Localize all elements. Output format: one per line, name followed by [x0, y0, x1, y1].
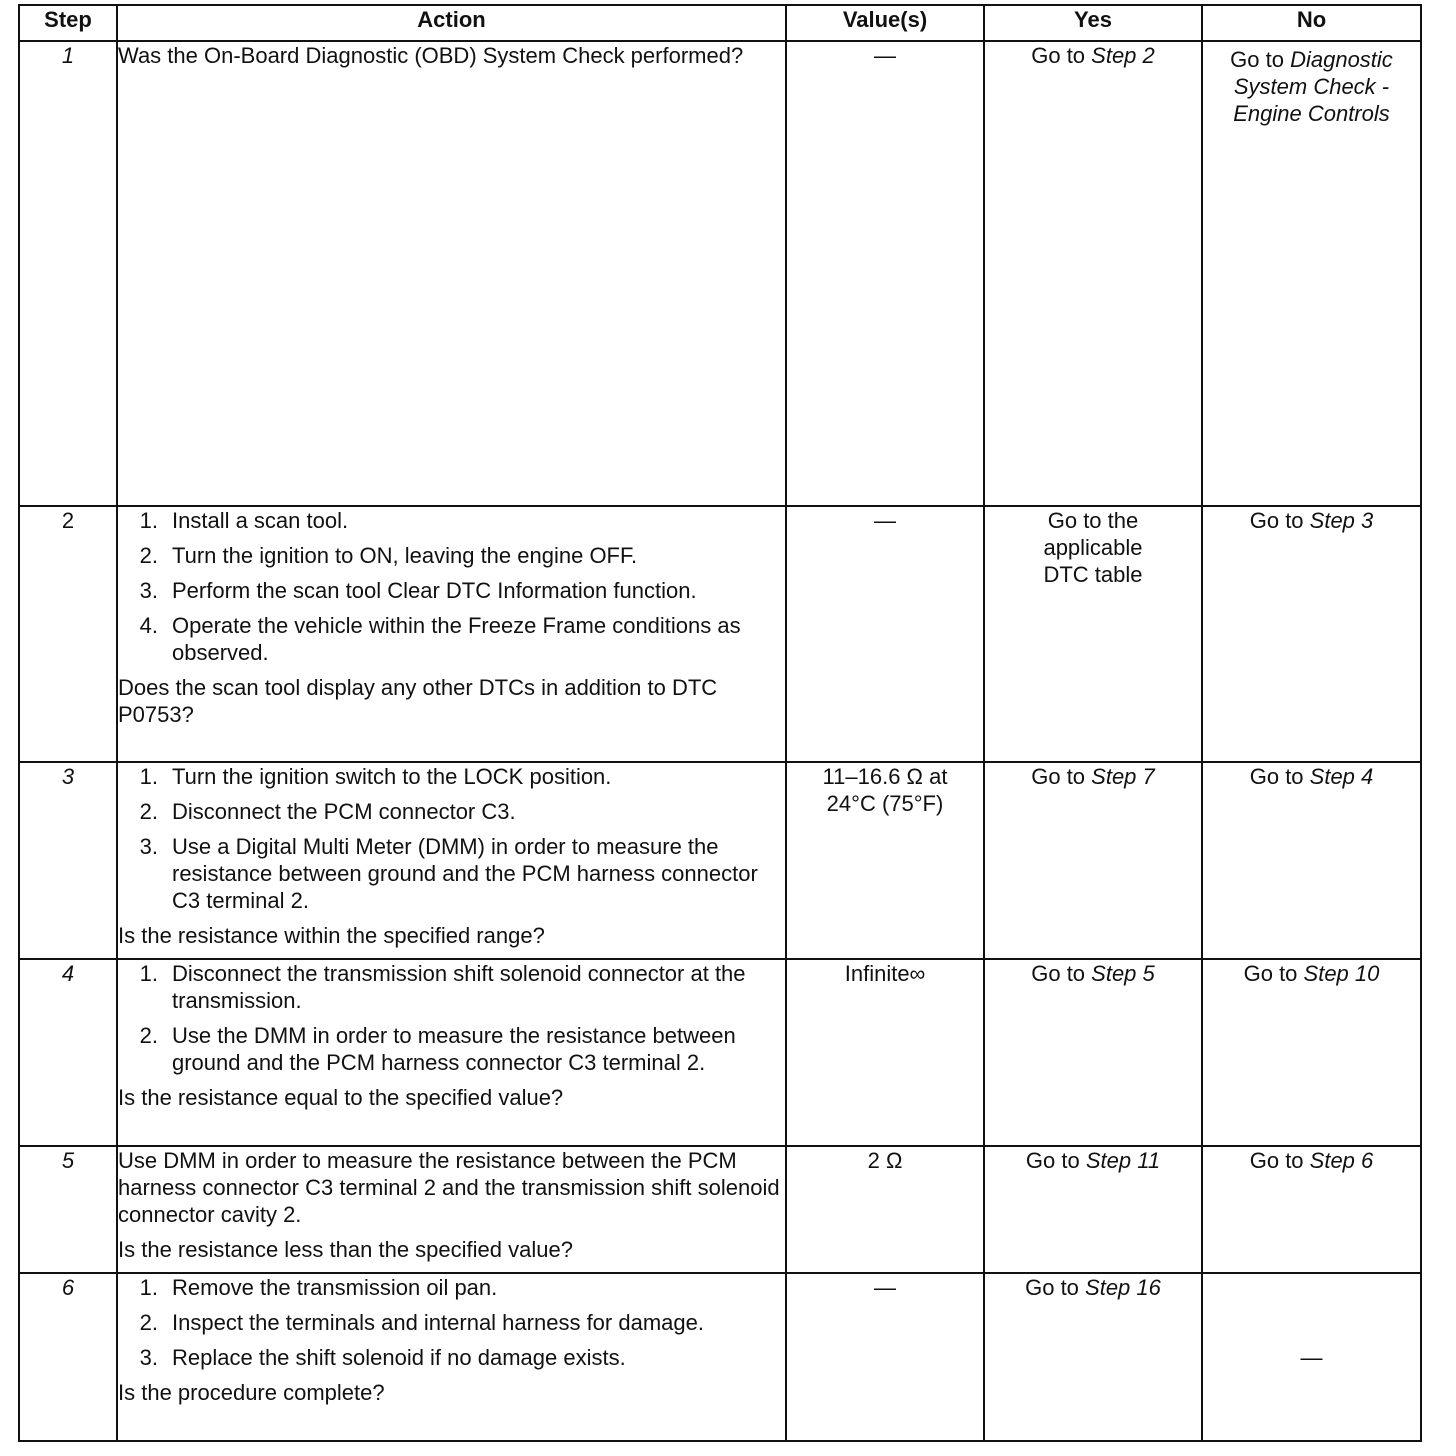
no-target: Step 4 [1309, 764, 1374, 789]
action-cell [117, 959, 786, 1146]
list-item: 1. Remove the transmission oil pan. [139, 1275, 498, 1300]
value-cell: Infinite∞ [786, 959, 984, 1146]
no-cell: — [1202, 1273, 1421, 1441]
table-row [19, 1273, 1421, 1441]
value-cell: 11–16.6 Ω at 24°C (75°F) [786, 762, 984, 959]
yes-cell [984, 1146, 1202, 1273]
value-cell: 2 Ω [786, 1146, 984, 1273]
yes-text: Go to the applicable DTC table [1043, 508, 1143, 587]
no-cell [1202, 1146, 1421, 1273]
yes-prefix: Go to [1031, 764, 1092, 789]
yes-cell [984, 959, 1202, 1146]
yes-prefix: Go to [1031, 43, 1092, 68]
yes-cell [984, 1273, 1202, 1441]
action-cell [117, 762, 786, 959]
value-cell: — [786, 1273, 984, 1441]
header-action: Action [117, 5, 786, 41]
diagnostic-table [18, 4, 1422, 1442]
step-number: 2 [19, 506, 117, 762]
no-cell [1202, 41, 1421, 506]
action-text: Use DMM in order to measure the resistance between the PCM harness connector C3 terminal 2 and the transmission shift solenoid connector cavity 2. [118, 1148, 780, 1227]
yes-target: Step 2 [1091, 43, 1155, 68]
step-number: 3 [19, 762, 117, 959]
no-target: Step 10 [1303, 961, 1380, 986]
no-prefix: Go to [1249, 508, 1310, 533]
yes-target: Step 5 [1091, 961, 1155, 986]
action-cell [117, 41, 786, 506]
action-list [118, 507, 785, 666]
no-target: Diagnostic System Check - Engine Controls [1233, 47, 1393, 126]
action-question: Is the procedure complete? [118, 1380, 385, 1405]
step-number: 6 [19, 1273, 117, 1441]
no-target: Step 3 [1309, 508, 1374, 533]
no-target: Step 6 [1309, 1148, 1374, 1173]
yes-target: Step 7 [1091, 764, 1155, 789]
no-cell [1202, 959, 1421, 1146]
header-row [19, 5, 1421, 41]
yes-prefix: Go to [1031, 961, 1092, 986]
action-question: Is the resistance less than the specified value? [118, 1237, 573, 1262]
header-values: Value(s) [786, 5, 984, 41]
list-item: 4. Operate the vehicle within the Freeze Frame conditions as observed. [139, 613, 741, 665]
no-prefix: Go to [1230, 47, 1291, 72]
list-item: 1. Install a scan tool. [139, 508, 349, 533]
action-list [118, 960, 785, 1076]
no-prefix: Go to [1249, 764, 1310, 789]
list-item: 3. Perform the scan tool Clear DTC Information function. [139, 578, 697, 603]
yes-cell [984, 762, 1202, 959]
action-list [118, 1274, 785, 1371]
list-item: 2. Use the DMM in order to measure the resistance between ground and the PCM harness connector C3 terminal 2. [139, 1023, 736, 1075]
step-number: 1 [19, 41, 117, 506]
table-row [19, 762, 1421, 959]
table-row [19, 1146, 1421, 1273]
yes-prefix: Go to [1025, 1148, 1086, 1173]
action-question: Is the resistance equal to the specified value? [118, 1085, 564, 1110]
yes-target: Step 11 [1085, 1148, 1161, 1173]
no-cell [1202, 506, 1421, 762]
no-prefix: Go to [1249, 1148, 1310, 1173]
header-yes: Yes [984, 5, 1202, 41]
no-cell [1202, 762, 1421, 959]
list-item: 2. Turn the ignition to ON, leaving the engine OFF. [139, 543, 638, 568]
table-row [19, 959, 1421, 1146]
list-item: 2. Inspect the terminals and internal harness for damage. [139, 1310, 704, 1335]
header-no: No [1202, 5, 1421, 41]
step-number: 5 [19, 1146, 117, 1273]
yes-prefix: Go to [1025, 1275, 1086, 1300]
yes-target: Step 16 [1085, 1275, 1161, 1300]
step-number: 4 [19, 959, 117, 1146]
table-row [19, 41, 1421, 506]
action-text: Was the On-Board Diagnostic (OBD) System Check performed? [118, 43, 744, 68]
yes-cell [984, 506, 1202, 762]
action-question: Does the scan tool display any other DTCs in addition to DTC P0753? [118, 675, 718, 727]
action-question: Is the resistance within the specified range? [118, 923, 545, 948]
action-cell [117, 1273, 786, 1441]
yes-cell [984, 41, 1202, 506]
list-item: 1. Turn the ignition switch to the LOCK position. [139, 764, 612, 789]
action-cell [117, 506, 786, 762]
list-item: 1. Disconnect the transmission shift solenoid connector at the transmission. [139, 961, 746, 1013]
value-cell: — [786, 506, 984, 762]
table-row [19, 506, 1421, 762]
no-prefix: Go to [1243, 961, 1304, 986]
list-item: 3. Use a Digital Multi Meter (DMM) in order to measure the resistance between ground and the PCM harness connector C3 terminal 2. [139, 834, 758, 913]
list-item: 2. Disconnect the PCM connector C3. [139, 799, 516, 824]
header-step: Step [19, 5, 117, 41]
value-cell: — [786, 41, 984, 506]
action-list [118, 763, 785, 914]
action-cell [117, 1146, 786, 1273]
list-item: 3. Replace the shift solenoid if no damage exists. [139, 1345, 626, 1370]
